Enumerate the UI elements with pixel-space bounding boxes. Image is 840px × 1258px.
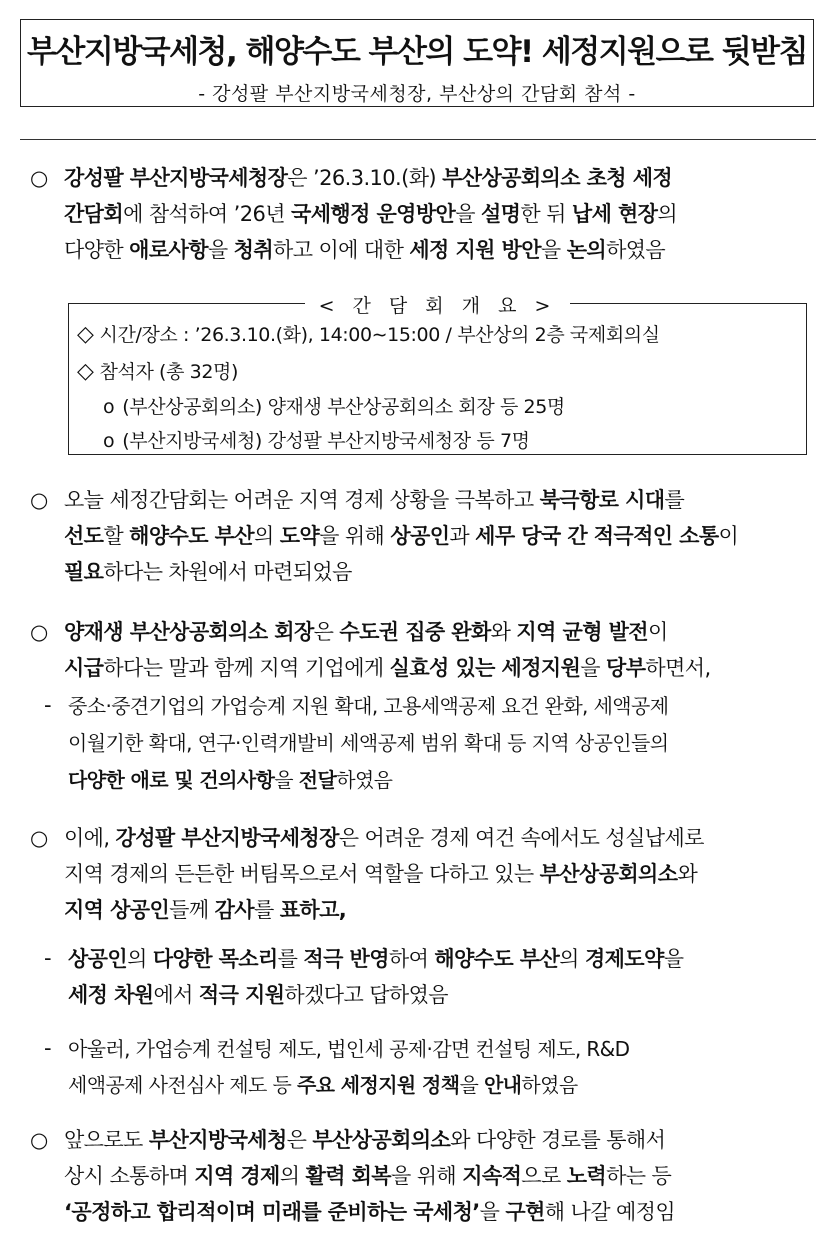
paragraph-2 [64, 482, 738, 590]
paragraph-4-detail-1 [68, 941, 683, 1013]
meeting-overview-header: < 간 담 회 개 요 > [69, 291, 806, 318]
paragraph-2-line-3: 필요하다는 차원에서 마련되었음 [64, 560, 352, 584]
diamond-bullet: ◇ [77, 322, 94, 347]
paragraph-1 [64, 160, 677, 268]
paragraph-4-line-2: 지역 경제의 든든한 버팀목으로서 역할을 다하고 있는 부산상공회의소와 [64, 862, 698, 886]
paragraph-4-line-1: 이에, 강성팔 부산지방국세청장은 어려운 경제 여건 속에서도 성실납세로 [64, 826, 704, 850]
title-box [20, 19, 814, 107]
paragraph-3 [64, 614, 711, 686]
info-time-place: ◇ 시간/장소 : ’26.3.10.(화), 14:00∼15:00 / 부산상의 2층 국제회의실 [77, 322, 660, 347]
paragraph-1-line-3: 다양한 애로사항을 청취하고 이에 대한 세정 지원 방안을 논의하였음 [64, 238, 666, 262]
info-attendee-nts: o (부산지방국세청) 강성팔 부산지방국세청장 등 7명 [103, 430, 530, 452]
paragraph-2-line-1: 오늘 세정간담회는 어려운 지역 경제 상황을 극복하고 북극항로 시대를 [64, 488, 685, 512]
paragraph-4-line-3: 지역 상공인들께 감사를 표하고, [64, 898, 347, 922]
page-title: 부산지방국세청, 해양수도 부산의 도약! 세정지원으로 뒷받침 [27, 34, 808, 70]
dash-bullet: - [44, 1036, 52, 1060]
paragraph-4-detail-2-line-1: 아울러, 가업승계 컨설팅 제도, 법인세 공제·감면 컨설팅 제도, R&D [68, 1037, 630, 1061]
meeting-overview-box [68, 295, 807, 455]
paragraph-3-line-2: 시급하다는 말과 함께 지역 기업에게 실효성 있는 세정지원을 당부하면서, [64, 656, 711, 680]
paragraph-3-detail-line-2: 이월기한 확대, 연구·인력개발비 세액공제 범위 확대 등 지역 상공인들의 [68, 731, 669, 755]
title-divider [20, 139, 816, 140]
paragraph-5-line-2: 상시 소통하며 지역 경제의 활력 회복을 위해 지속적으로 노력하는 등 [64, 1164, 672, 1188]
paragraph-3-detail-line-1: 중소·중견기업의 가업승계 지원 확대, 고용세액공제 요건 완화, 세액공제 [68, 694, 669, 718]
circle-bullet: ○ [30, 166, 49, 190]
paragraph-4-detail-1-line-1: 상공인의 다양한 목소리를 적극 반영하여 해양수도 부산의 경제도약을 [68, 947, 684, 971]
paragraph-4 [64, 820, 704, 928]
paragraph-1-line-1: 강성팔 부산지방국세청장은 ’26.3.10.(화) 부산상공회의소 초청 세정 [64, 166, 673, 190]
paragraph-5 [64, 1122, 675, 1230]
paragraph-1-line-2: 간담회에 참석하여 ’26년 국세행정 운영방안을 설명한 뒤 납세 현장의 [64, 202, 678, 226]
small-circle-bullet: o [103, 430, 115, 452]
info-attendees: ◇ 참석자 (총 32명) [77, 359, 238, 384]
paragraph-4-detail-2 [68, 1031, 629, 1103]
diamond-bullet: ◇ [77, 359, 94, 384]
paragraph-3-detail [68, 688, 668, 799]
circle-bullet: ○ [30, 620, 49, 644]
dash-bullet: - [44, 946, 52, 970]
paragraph-3-detail-line-3: 다양한 애로 및 건의사항을 전달하였음 [68, 768, 393, 792]
circle-bullet: ○ [30, 488, 49, 512]
paragraph-5-line-3: ‘공정하고 합리적이며 미래를 준비하는 국세청’을 구현해 나갈 예정임 [64, 1200, 676, 1224]
paragraph-5-line-1: 앞으로도 부산지방국세청은 부산상공회의소와 다양한 경로를 통해서 [64, 1128, 666, 1152]
circle-bullet: ○ [30, 826, 49, 850]
small-circle-bullet: o [103, 396, 115, 418]
paragraph-3-line-1: 양재생 부산상공회의소 회장은 수도권 집중 완화와 지역 균형 발전이 [64, 620, 668, 644]
dash-bullet: - [44, 693, 52, 717]
info-attendee-chamber: o (부산상공회의소) 양재생 부산상공회의소 회장 등 25명 [103, 396, 565, 418]
circle-bullet: ○ [30, 1128, 49, 1152]
paragraph-4-detail-1-line-2: 세정 차원에서 적극 지원하겠다고 답하였음 [68, 983, 448, 1007]
page-subtitle: - 강성팔 부산지방국세청장, 부산상의 간담회 참석 - [198, 83, 636, 105]
paragraph-4-detail-2-line-2: 세액공제 사전심사 제도 등 주요 세정지원 정책을 안내하였음 [68, 1073, 578, 1097]
paragraph-2-line-2: 선도할 해양수도 부산의 도약을 위해 상공인과 세무 당국 간 적극적인 소통이 [64, 524, 739, 548]
